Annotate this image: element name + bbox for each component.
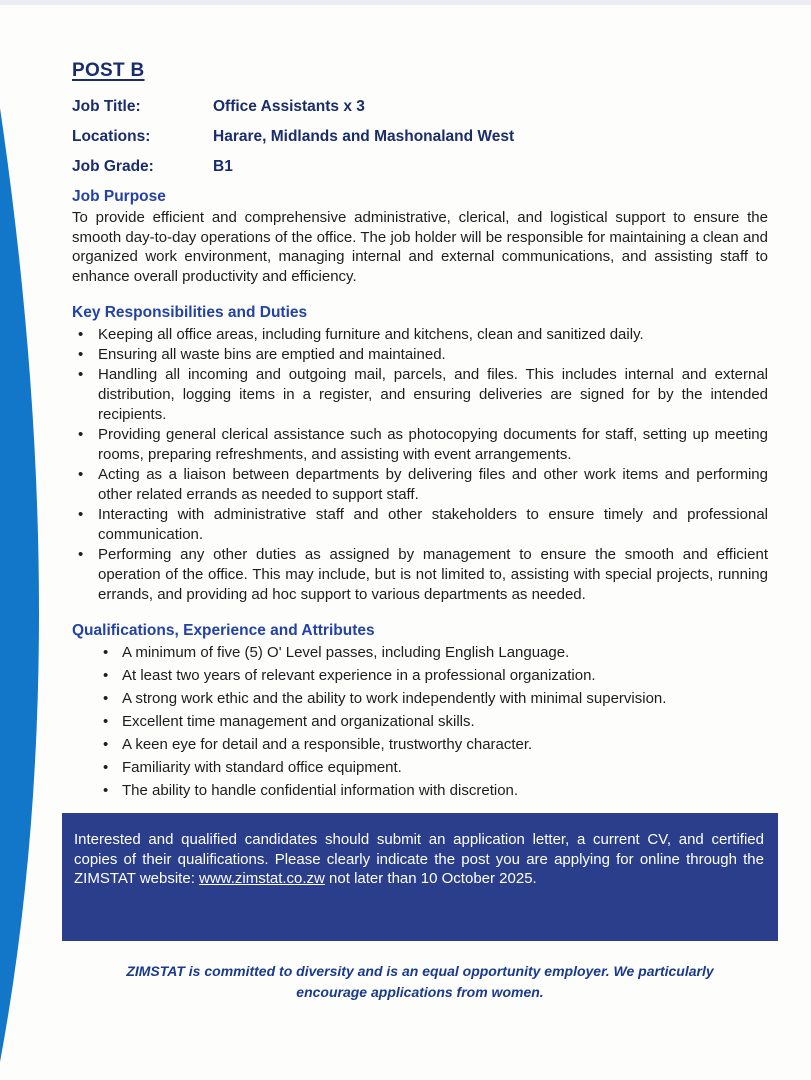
page-top-edge — [0, 0, 811, 5]
responsibility-item: • Ensuring all waste bins are emptied and maintained. — [72, 345, 768, 365]
job-purpose-heading: Job Purpose — [72, 188, 166, 205]
qualification-item: • Excellent time management and organizational skills. — [72, 712, 768, 732]
section-responsibilities — [72, 304, 768, 605]
document-content — [72, 60, 768, 1003]
qualifications-heading: Qualifications, Experience and Attributes — [72, 621, 375, 639]
qualifications-list — [72, 643, 768, 801]
qualification-item: • A keen eye for detail and a responsible, trustworthy character. — [72, 735, 768, 755]
application-notice-box — [62, 813, 778, 941]
qualification-item: • Familiarity with standard office equipment. — [72, 758, 768, 778]
qualification-item: • At least two years of relevant experience in a professional organization. — [72, 666, 768, 686]
locations-value: Harare, Midlands and Mashonaland West — [213, 128, 515, 145]
job-meta — [72, 98, 768, 176]
qualification-item: • A strong work ethic and the ability to work independently with minimal supervision. — [72, 689, 768, 709]
job-purpose-body: To provide efficient and comprehensive administrative, clerical, and logistical support to ensure the smooth day-to-day operations of the office. The job holder will be responsible for maintaining a clean and organized work environment, managing internal and external communications, and assisting staff to enhance overall productivity and efficiency. — [72, 209, 768, 286]
section-qualifications — [72, 622, 768, 801]
responsibilities-list — [72, 325, 768, 605]
application-notice-text — [74, 830, 764, 889]
zimstat-website-link[interactable]: www.zimstat.co.zw — [199, 870, 325, 888]
responsibilities-heading: Key Responsibilities and Duties — [72, 303, 308, 321]
section-job-purpose — [72, 188, 768, 287]
meta-row-locations — [72, 128, 768, 146]
post-heading: POST B — [72, 60, 145, 81]
equal-opportunity-line-2: encourage applications from women. — [296, 983, 544, 1000]
responsibility-item: • Keeping all office areas, including furniture and kitchens, clean and sanitized daily. — [72, 325, 768, 345]
job-title-value: Office Assistants x 3 — [213, 98, 365, 115]
meta-row-job-title — [72, 98, 768, 116]
meta-row-job-grade — [72, 158, 768, 176]
job-grade-label: Job Grade: — [72, 158, 154, 175]
job-title-label: Job Title: — [72, 98, 141, 115]
responsibility-item: • Handling all incoming and outgoing mail, parcels, and files. This includes internal and external distribution, logging items in a register, and ensuring deliveries are signed for by the intended recipients. — [72, 365, 768, 425]
job-grade-value: B1 — [213, 158, 233, 175]
locations-label: Locations: — [72, 128, 151, 145]
responsibility-item: • Providing general clerical assistance such as photocopying documents for staff, setting up meeting rooms, preparing refreshments, and assisting with event arrangements. — [72, 425, 768, 465]
equal-opportunity-line-1: ZIMSTAT is committed to diversity and is an equal opportunity employer. We particularly — [126, 962, 714, 979]
notice-text-before-link: Interested and qualified candidates should submit an application letter, a current CV, and certified copies of their qualifications. Please clearly indicate the post you are applying for online through the ZIMSTAT website: — [74, 830, 764, 888]
qualification-item: • The ability to handle confidential information with discretion. — [72, 781, 768, 801]
responsibility-item: • Acting as a liaison between departments by delivering files and other work items and performing other related errands as needed to support staff. — [72, 465, 768, 505]
left-crescent-decoration — [0, 0, 60, 1080]
equal-opportunity-statement — [72, 961, 768, 1003]
notice-text-after-link: not later than 10 October 2025. — [324, 870, 537, 888]
qualification-item: • A minimum of five (5) O' Level passes, including English Language. — [72, 643, 768, 663]
responsibility-item: • Interacting with administrative staff and other stakeholders to ensure timely and professional communication. — [72, 505, 768, 545]
responsibility-item: • Performing any other duties as assigned by management to ensure the smooth and efficient operation of the office. This may include, but is not limited to, assisting with special projects, running errands, and providing ad hoc support to various departments as needed. — [72, 545, 768, 605]
